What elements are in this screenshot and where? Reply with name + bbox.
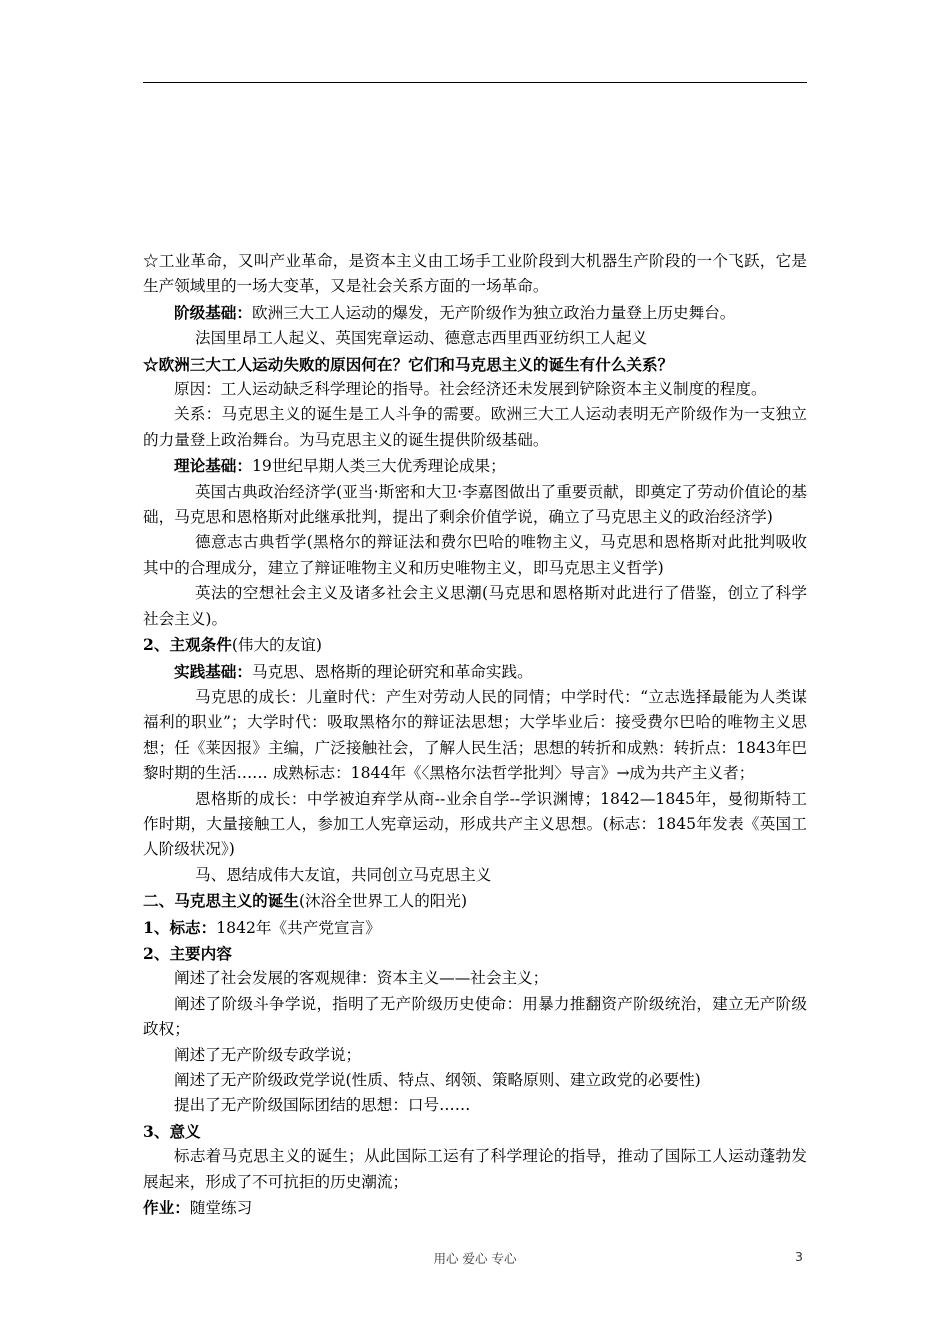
paragraph-relation: 关系：马克思主义的诞生是工人斗争的需要。欧洲三大工人运动表明无产阶级作为一支独立的力量登上政治舞台。为马克思主义的诞生提供阶级基础。 xyxy=(143,405,807,449)
heading-sign xyxy=(143,915,807,941)
list-item-solidarity: 提出了无产阶级国际团结的思想：口号…… xyxy=(174,1096,471,1115)
list-item-party-theory: 阐述了无产阶级政党学说(性质、特点、纲领、策略原则、建立政党的必要性) xyxy=(174,1071,701,1089)
homework-line xyxy=(143,1195,807,1221)
paragraph-reason: 原因：工人运动缺乏科学理论的指导。社会经济还未发展到铲除资本主义制度的程度。 xyxy=(174,380,767,399)
text-class-basis: 欧洲三大工人运动的爆发，无产阶级作为独立政治力量登上历史舞台。 xyxy=(251,303,736,322)
label-birth-of-marxism: 二、马克思主义的诞生 xyxy=(143,891,299,911)
paragraph-socialism: 英法的空想社会主义及诸多社会主义思潮(马克思和恩格斯对此进行了借鉴，创立了科学社会主义)。 xyxy=(143,584,807,628)
label-class-basis: 阶级基础： xyxy=(174,302,252,322)
label-subjective-conditions: 2、主观条件 xyxy=(143,635,232,655)
page-number: 3 xyxy=(795,1249,803,1264)
paragraph-industrial-revolution: ☆工业革命，又叫产业革命，是资本主义由工场手工业阶段到大机器生产阶段的一个飞跃，它是生产领域里的一场大变革，又是社会关系方面的一场革命。 xyxy=(143,252,807,296)
question-heading: ☆欧洲三大工人运动失败的原因何在？它们和马克思主义的诞生有什么关系？ xyxy=(143,354,674,374)
heading-birth-of-marxism xyxy=(143,888,807,914)
list-item-dictatorship: 阐述了无产阶级专政学说； xyxy=(174,1045,362,1064)
list-item-social-law: 阐述了社会发展的客观规律：资本主义——社会主义； xyxy=(174,969,549,988)
paragraph-friendship: 马、恩结成伟大友谊，共同创立马克思主义 xyxy=(195,865,492,884)
text-subjective-conditions: (伟大的友谊) xyxy=(231,636,322,655)
list-item-class-struggle: 阐述了阶级斗争学说，指明了无产阶级历史使命：用暴力推翻资产阶级统治，建立无产阶级政权； xyxy=(143,994,807,1039)
label-theory-basis: 理论基础： xyxy=(174,456,252,476)
paragraph-class-basis xyxy=(143,300,807,326)
label-sign: 1、标志： xyxy=(143,917,217,937)
label-practice-basis: 实践基础： xyxy=(174,661,252,681)
paragraph-three-movements: 法国里昂工人起义、英国宪章运动、德意志西里西亚纺织工人起义 xyxy=(195,329,648,348)
footer-slogan: 用心 爱心 专心 xyxy=(433,1251,517,1266)
paragraph-engels-growth: 恩格斯的成长：中学被迫弃学从商--业余自学--学识渊博；1842—1845年，曼彻斯特工作时期，大量接触工人，参加工人宪章运动，形成共产主义思想。(标志：1845年发表《英国工人阶级状况》) xyxy=(143,789,807,859)
text-sign: 1842年《共产党宣言》 xyxy=(216,918,381,937)
text-practice-basis: 马克思、恩格斯的理论研究和革命实践。 xyxy=(251,662,533,681)
document-body xyxy=(143,249,807,1221)
paragraph-theory-basis xyxy=(143,453,807,479)
header-rule xyxy=(143,82,807,83)
paragraph-marx-growth: 马克思的成长：儿童时代：产生对劳动人民的同情；中学时代：“立志选择最能为人类谋福利的职业”；大学时代：吸取黑格尔的辩证法思想；大学毕业后：接受费尔巴哈的唯物主义思想；任《莱因报》主编，广泛接触社会，了解人民生活；思想的转折和成熟：转折点：1843年巴黎时期的生活…… 成熟标志：1844年《〈黑格尔法哲学批判〉导言》→成为共产主义者； xyxy=(143,687,807,783)
heading-subjective-conditions xyxy=(143,632,807,658)
heading-main-content: 2、主要内容 xyxy=(143,943,232,963)
paragraph-practice-basis xyxy=(143,659,807,685)
text-birth-of-marxism: (沐浴全世界工人的阳光) xyxy=(298,892,468,911)
text-theory-basis: 19世纪早期人类三大优秀理论成果； xyxy=(251,457,506,476)
label-homework: 作业： xyxy=(143,1198,190,1218)
paragraph-political-economy: 英国古典政治经济学(亚当·斯密和大卫·李嘉图做出了重要贡献，即奠定了劳动价值论的基础，马克思和恩格斯对此继承批判，提出了剩余价值学说，确立了马克思主义的政治经济学) xyxy=(143,482,807,527)
heading-significance: 3、意义 xyxy=(143,1121,201,1141)
paragraph-significance: 标志着马克思主义的诞生；从此国际工运有了科学理论的指导，推动了国际工人运动蓬勃发展起来，形成了不可抗拒的历史潮流； xyxy=(143,1147,807,1191)
paragraph-philosophy: 德意志古典哲学(黑格尔的辩证法和费尔巴哈的唯物主义，马克思和恩格斯对此批判吸收其中的合理成分，建立了辩证唯物主义和历史唯物主义，即马克思主义哲学) xyxy=(143,533,807,577)
text-homework: 随堂练习 xyxy=(189,1199,253,1218)
